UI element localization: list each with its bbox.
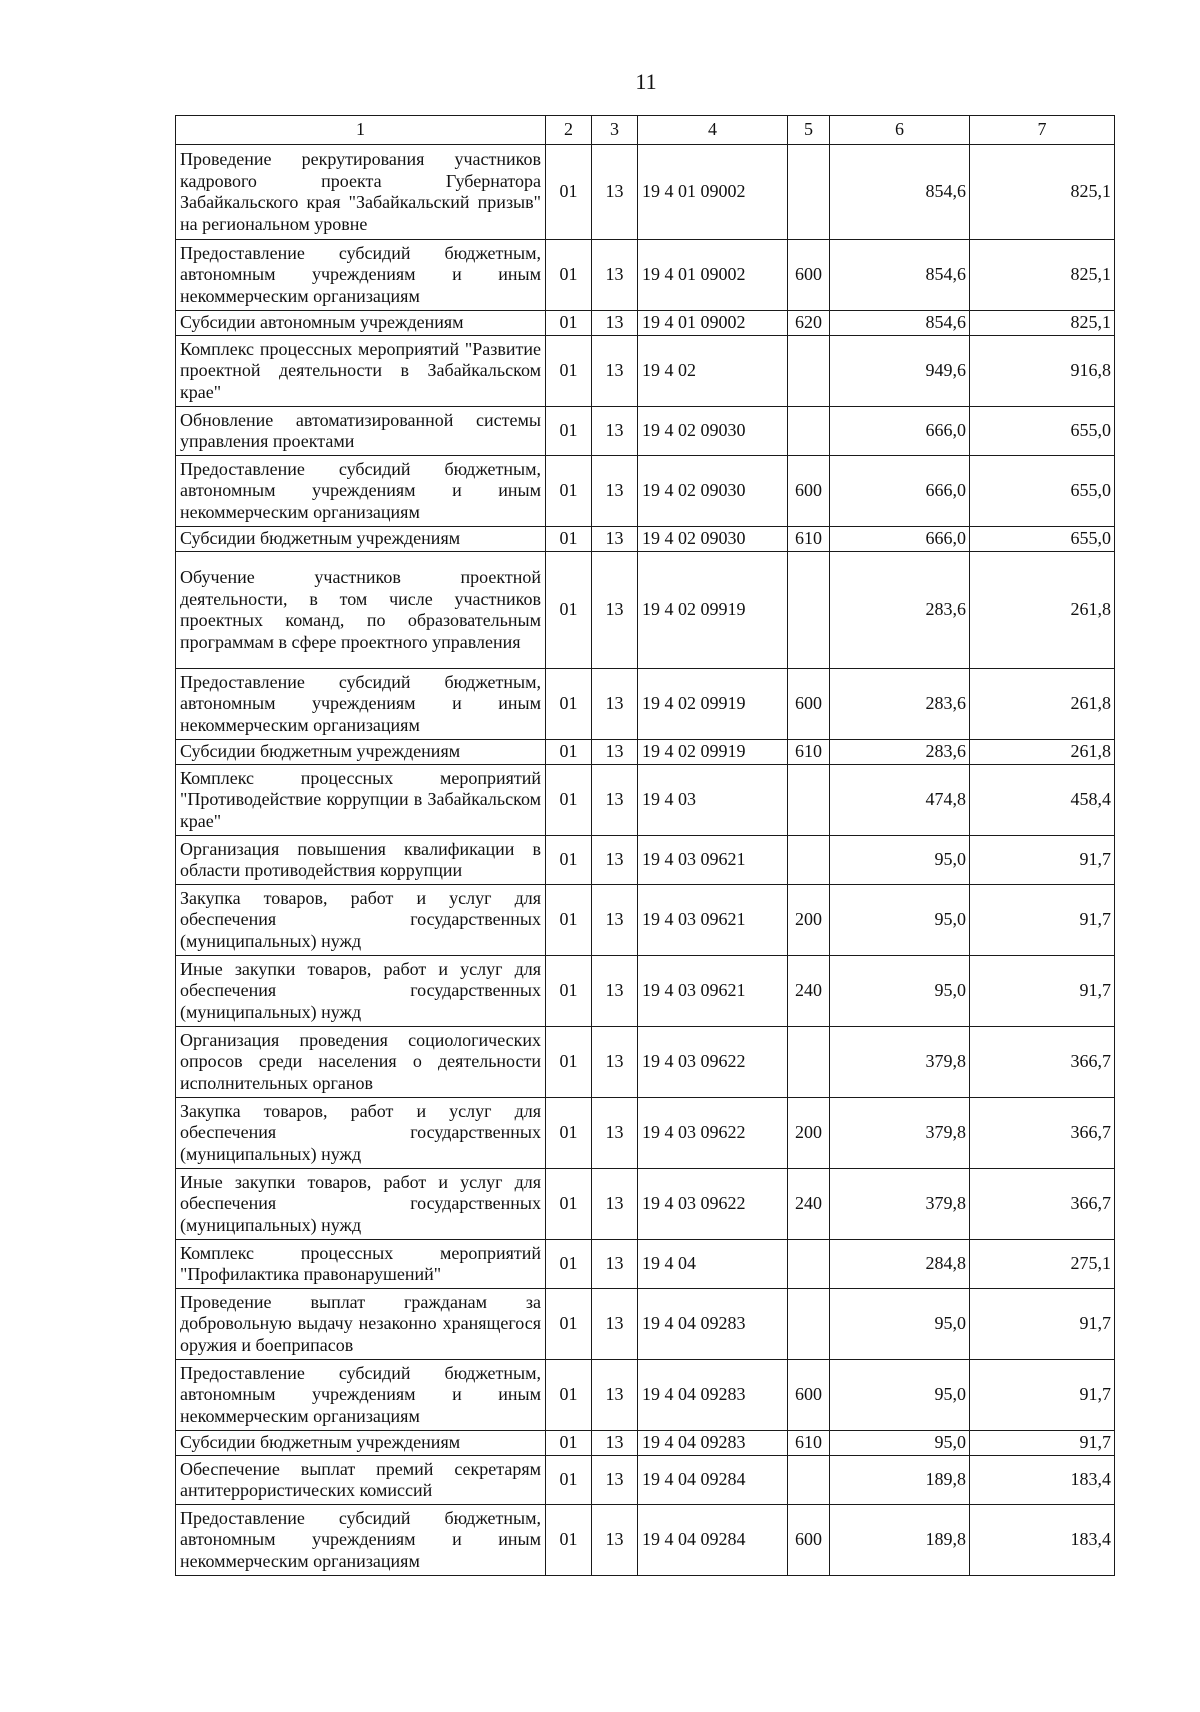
row-section-cell: 01	[546, 1456, 592, 1505]
row-amount-1-cell: 949,6	[830, 336, 970, 407]
row-target-code-cell: 19 4 04	[638, 1240, 788, 1289]
row-expense-type-cell: 240	[788, 956, 830, 1027]
header-col-7: 7	[970, 116, 1115, 145]
row-section-cell: 01	[546, 552, 592, 669]
row-amount-1-cell: 379,8	[830, 1098, 970, 1169]
row-subsection-cell: 13	[592, 1027, 638, 1098]
table-body	[176, 145, 1115, 1576]
table-row	[176, 1431, 1115, 1456]
row-subsection-cell: 13	[592, 1098, 638, 1169]
row-section-cell: 01	[546, 240, 592, 311]
row-subsection-cell: 13	[592, 765, 638, 836]
row-subsection-cell: 13	[592, 1289, 638, 1360]
row-subsection-cell: 13	[592, 1169, 638, 1240]
row-expense-type-cell	[788, 1289, 830, 1360]
table-row	[176, 552, 1115, 669]
row-amount-1-cell: 95,0	[830, 1360, 970, 1431]
row-target-code-cell: 19 4 02 09030	[638, 456, 788, 527]
row-amount-1-cell: 666,0	[830, 456, 970, 527]
row-amount-2-cell: 655,0	[970, 527, 1115, 552]
row-section-cell: 01	[546, 1240, 592, 1289]
row-amount-2-cell: 91,7	[970, 1289, 1115, 1360]
table-row	[176, 311, 1115, 336]
row-expense-type-cell: 600	[788, 240, 830, 311]
row-name-cell: Закупка товаров, работ и услуг для обеспечения государственных (муниципальных) нужд	[176, 1098, 546, 1169]
table-row	[176, 1289, 1115, 1360]
row-amount-1-cell: 189,8	[830, 1505, 970, 1576]
row-amount-2-cell: 825,1	[970, 240, 1115, 311]
row-amount-1-cell: 95,0	[830, 956, 970, 1027]
row-target-code-cell: 19 4 03 09622	[638, 1169, 788, 1240]
row-amount-1-cell: 95,0	[830, 836, 970, 885]
row-target-code-cell: 19 4 02 09919	[638, 740, 788, 765]
row-target-code-cell: 19 4 04 09283	[638, 1431, 788, 1456]
table-row	[176, 336, 1115, 407]
table-row	[176, 836, 1115, 885]
row-section-cell: 01	[546, 1027, 592, 1098]
row-expense-type-cell: 610	[788, 1431, 830, 1456]
row-subsection-cell: 13	[592, 311, 638, 336]
row-amount-1-cell: 854,6	[830, 145, 970, 240]
row-subsection-cell: 13	[592, 1431, 638, 1456]
row-name-cell: Предоставление субсидий бюджетным, автономным учреждениям и иным некоммерческим организациям	[176, 1360, 546, 1431]
header-row	[176, 116, 1115, 145]
row-amount-1-cell: 474,8	[830, 765, 970, 836]
row-amount-2-cell: 825,1	[970, 311, 1115, 336]
row-amount-2-cell: 366,7	[970, 1027, 1115, 1098]
row-name-cell: Субсидии бюджетным учреждениям	[176, 740, 546, 765]
row-amount-2-cell: 261,8	[970, 669, 1115, 740]
row-name-cell: Обновление автоматизированной системы управления проектами	[176, 407, 546, 456]
row-expense-type-cell	[788, 1240, 830, 1289]
row-amount-1-cell: 666,0	[830, 527, 970, 552]
row-subsection-cell: 13	[592, 669, 638, 740]
row-name-cell: Закупка товаров, работ и услуг для обеспечения государственных (муниципальных) нужд	[176, 885, 546, 956]
row-subsection-cell: 13	[592, 1505, 638, 1576]
row-name-cell: Предоставление субсидий бюджетным, автономным учреждениям и иным некоммерческим организациям	[176, 240, 546, 311]
row-amount-1-cell: 189,8	[830, 1456, 970, 1505]
row-subsection-cell: 13	[592, 956, 638, 1027]
row-section-cell: 01	[546, 765, 592, 836]
row-subsection-cell: 13	[592, 1360, 638, 1431]
row-amount-2-cell: 261,8	[970, 552, 1115, 669]
table-row	[176, 145, 1115, 240]
row-target-code-cell: 19 4 01 09002	[638, 240, 788, 311]
row-amount-2-cell: 366,7	[970, 1098, 1115, 1169]
table-row	[176, 1027, 1115, 1098]
row-target-code-cell: 19 4 03	[638, 765, 788, 836]
row-name-cell: Предоставление субсидий бюджетным, автономным учреждениям и иным некоммерческим организациям	[176, 669, 546, 740]
row-subsection-cell: 13	[592, 552, 638, 669]
row-name-cell: Организация повышения квалификации в области противодействия коррупции	[176, 836, 546, 885]
row-amount-1-cell: 379,8	[830, 1027, 970, 1098]
row-amount-2-cell: 275,1	[970, 1240, 1115, 1289]
row-amount-1-cell: 379,8	[830, 1169, 970, 1240]
row-amount-2-cell: 655,0	[970, 407, 1115, 456]
row-expense-type-cell: 200	[788, 1098, 830, 1169]
table-row	[176, 240, 1115, 311]
header-col-1: 1	[176, 116, 546, 145]
row-name-cell: Субсидии бюджетным учреждениям	[176, 1431, 546, 1456]
row-target-code-cell: 19 4 02 09030	[638, 407, 788, 456]
row-target-code-cell: 19 4 03 09622	[638, 1027, 788, 1098]
row-target-code-cell: 19 4 02	[638, 336, 788, 407]
table-row	[176, 885, 1115, 956]
table-row	[176, 527, 1115, 552]
row-target-code-cell: 19 4 03 09621	[638, 836, 788, 885]
table-row	[176, 1360, 1115, 1431]
table-row	[176, 456, 1115, 527]
row-amount-2-cell: 91,7	[970, 1431, 1115, 1456]
row-expense-type-cell: 600	[788, 669, 830, 740]
row-target-code-cell: 19 4 04 09283	[638, 1289, 788, 1360]
row-subsection-cell: 13	[592, 1240, 638, 1289]
page-number: 11	[635, 69, 657, 94]
row-section-cell: 01	[546, 527, 592, 552]
row-expense-type-cell: 200	[788, 885, 830, 956]
row-expense-type-cell: 620	[788, 311, 830, 336]
row-section-cell: 01	[546, 456, 592, 527]
header-col-4: 4	[638, 116, 788, 145]
row-expense-type-cell	[788, 765, 830, 836]
row-target-code-cell: 19 4 04 09284	[638, 1456, 788, 1505]
header-col-2: 2	[546, 116, 592, 145]
row-name-cell: Комплекс процессных мероприятий "Профилактика правонарушений"	[176, 1240, 546, 1289]
row-section-cell: 01	[546, 669, 592, 740]
row-expense-type-cell	[788, 1456, 830, 1505]
header-col-5: 5	[788, 116, 830, 145]
row-name-cell: Иные закупки товаров, работ и услуг для обеспечения государственных (муниципальных) нужд	[176, 956, 546, 1027]
row-amount-1-cell: 284,8	[830, 1240, 970, 1289]
table-row	[176, 1456, 1115, 1505]
table-row	[176, 1098, 1115, 1169]
row-amount-1-cell: 854,6	[830, 240, 970, 311]
row-name-cell: Обеспечение выплат премий секретарям антитеррористических комиссий	[176, 1456, 546, 1505]
row-expense-type-cell: 600	[788, 456, 830, 527]
row-subsection-cell: 13	[592, 456, 638, 527]
row-expense-type-cell	[788, 145, 830, 240]
row-amount-2-cell: 261,8	[970, 740, 1115, 765]
row-amount-1-cell: 854,6	[830, 311, 970, 336]
table-row	[176, 1505, 1115, 1576]
table-row	[176, 956, 1115, 1027]
row-expense-type-cell	[788, 1027, 830, 1098]
row-amount-1-cell: 95,0	[830, 1431, 970, 1456]
row-amount-1-cell: 95,0	[830, 885, 970, 956]
row-subsection-cell: 13	[592, 240, 638, 311]
row-amount-1-cell: 95,0	[830, 1289, 970, 1360]
table-row	[176, 765, 1115, 836]
row-name-cell: Иные закупки товаров, работ и услуг для обеспечения государственных (муниципальных) нужд	[176, 1169, 546, 1240]
row-name-cell: Комплекс процессных мероприятий "Развитие проектной деятельности в Забайкальском крае"	[176, 336, 546, 407]
row-section-cell: 01	[546, 311, 592, 336]
row-expense-type-cell	[788, 407, 830, 456]
header-col-3: 3	[592, 116, 638, 145]
row-name-cell: Субсидии бюджетным учреждениям	[176, 527, 546, 552]
table-header	[176, 116, 1115, 145]
row-amount-2-cell: 91,7	[970, 956, 1115, 1027]
budget-table	[175, 115, 1115, 1576]
row-section-cell: 01	[546, 836, 592, 885]
row-target-code-cell: 19 4 02 09919	[638, 552, 788, 669]
row-section-cell: 01	[546, 885, 592, 956]
row-amount-2-cell: 458,4	[970, 765, 1115, 836]
row-section-cell: 01	[546, 1505, 592, 1576]
row-target-code-cell: 19 4 03 09622	[638, 1098, 788, 1169]
table-row	[176, 1169, 1115, 1240]
row-amount-2-cell: 825,1	[970, 145, 1115, 240]
row-name-cell: Проведение рекрутирования участников кадрового проекта Губернатора Забайкальского края "Забайкальский призыв" на региональном уровне	[176, 145, 546, 240]
row-section-cell: 01	[546, 1431, 592, 1456]
row-name-cell: Проведение выплат гражданам за добровольную выдачу незаконно хранящегося оружия и боеприпасов	[176, 1289, 546, 1360]
row-section-cell: 01	[546, 336, 592, 407]
row-amount-1-cell: 283,6	[830, 740, 970, 765]
row-amount-1-cell: 283,6	[830, 552, 970, 669]
row-section-cell: 01	[546, 1169, 592, 1240]
row-amount-2-cell: 655,0	[970, 456, 1115, 527]
row-amount-2-cell: 916,8	[970, 336, 1115, 407]
row-section-cell: 01	[546, 956, 592, 1027]
row-expense-type-cell: 600	[788, 1505, 830, 1576]
row-subsection-cell: 13	[592, 336, 638, 407]
row-amount-2-cell: 183,4	[970, 1456, 1115, 1505]
row-section-cell: 01	[546, 145, 592, 240]
row-name-cell: Комплекс процессных мероприятий "Противодействие коррупции в Забайкальском крае"	[176, 765, 546, 836]
row-target-code-cell: 19 4 02 09919	[638, 669, 788, 740]
table-row	[176, 669, 1115, 740]
row-name-cell: Предоставление субсидий бюджетным, автономным учреждениям и иным некоммерческим организациям	[176, 456, 546, 527]
row-expense-type-cell	[788, 836, 830, 885]
row-amount-1-cell: 666,0	[830, 407, 970, 456]
row-target-code-cell: 19 4 03 09621	[638, 956, 788, 1027]
row-name-cell: Организация проведения социологических опросов среди населения о деятельности исполнительных органов	[176, 1027, 546, 1098]
row-subsection-cell: 13	[592, 527, 638, 552]
row-target-code-cell: 19 4 01 09002	[638, 145, 788, 240]
row-section-cell: 01	[546, 407, 592, 456]
row-section-cell: 01	[546, 1098, 592, 1169]
table-row	[176, 407, 1115, 456]
row-subsection-cell: 13	[592, 836, 638, 885]
row-target-code-cell: 19 4 02 09030	[638, 527, 788, 552]
row-subsection-cell: 13	[592, 1456, 638, 1505]
row-amount-2-cell: 91,7	[970, 836, 1115, 885]
row-amount-2-cell: 91,7	[970, 885, 1115, 956]
row-expense-type-cell: 240	[788, 1169, 830, 1240]
row-subsection-cell: 13	[592, 407, 638, 456]
row-subsection-cell: 13	[592, 740, 638, 765]
row-expense-type-cell: 610	[788, 740, 830, 765]
row-name-cell: Обучение участников проектной деятельности, в том числе участников проектных команд, по образовательным программам в сфере проектного управления	[176, 552, 546, 669]
row-section-cell: 01	[546, 1360, 592, 1431]
row-section-cell: 01	[546, 740, 592, 765]
row-expense-type-cell	[788, 552, 830, 669]
row-expense-type-cell: 600	[788, 1360, 830, 1431]
row-target-code-cell: 19 4 04 09284	[638, 1505, 788, 1576]
header-col-6: 6	[830, 116, 970, 145]
row-target-code-cell: 19 4 03 09621	[638, 885, 788, 956]
row-target-code-cell: 19 4 04 09283	[638, 1360, 788, 1431]
row-amount-2-cell: 91,7	[970, 1360, 1115, 1431]
row-section-cell: 01	[546, 1289, 592, 1360]
table-row	[176, 740, 1115, 765]
row-subsection-cell: 13	[592, 145, 638, 240]
row-amount-2-cell: 183,4	[970, 1505, 1115, 1576]
row-amount-2-cell: 366,7	[970, 1169, 1115, 1240]
row-target-code-cell: 19 4 01 09002	[638, 311, 788, 336]
table-row	[176, 1240, 1115, 1289]
row-name-cell: Предоставление субсидий бюджетным, автономным учреждениям и иным некоммерческим организациям	[176, 1505, 546, 1576]
row-expense-type-cell	[788, 336, 830, 407]
row-amount-1-cell: 283,6	[830, 669, 970, 740]
row-name-cell: Субсидии автономным учреждениям	[176, 311, 546, 336]
row-expense-type-cell: 610	[788, 527, 830, 552]
row-subsection-cell: 13	[592, 885, 638, 956]
